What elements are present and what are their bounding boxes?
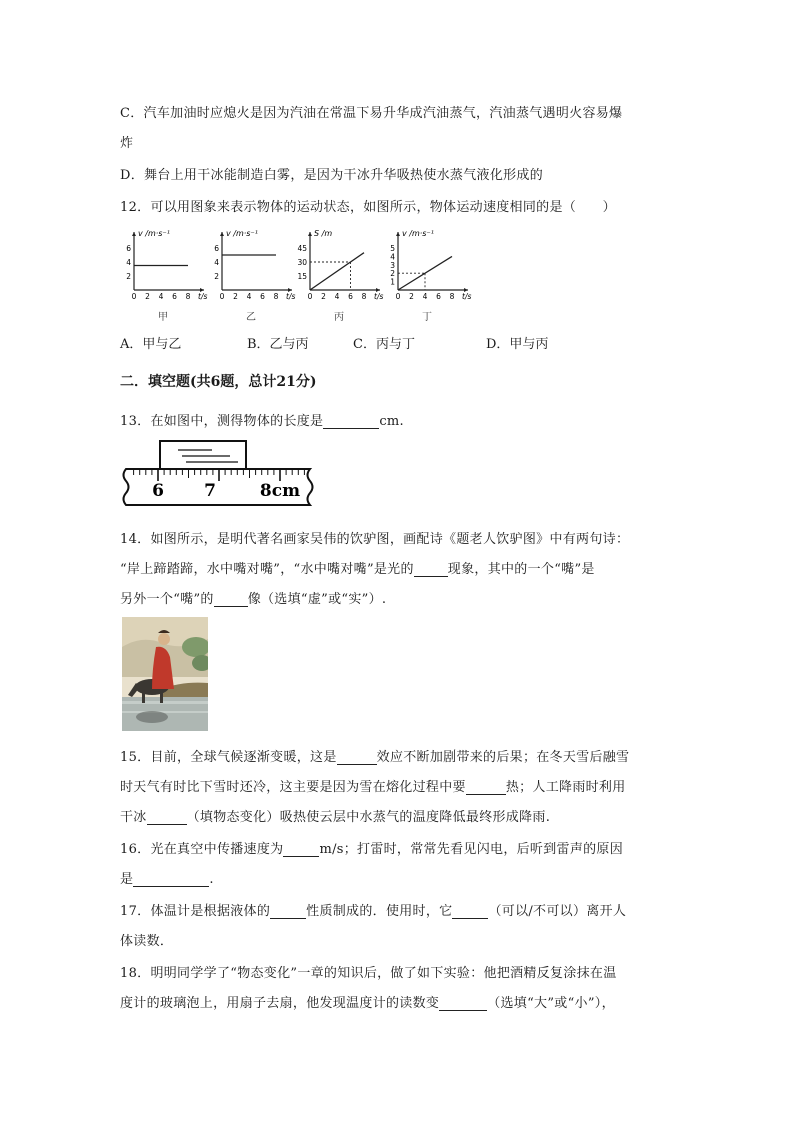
x-tick-label: 4 <box>246 292 252 301</box>
x-tick-label: 0 <box>219 292 225 301</box>
q15-line1-post: 效应不断加剧带来的后果；在冬天雪后融雪 <box>376 750 630 765</box>
y-tick-label: 4 <box>390 252 395 262</box>
q15-blank-3[interactable] <box>147 810 187 825</box>
x-tick-label: 6 <box>260 292 265 301</box>
q11-option-c-line1: C．汽车加油时应熄火是因为汽油在常温下易升华成汽油蒸气，汽油蒸气遇明火容易爆 <box>120 106 623 121</box>
y-tick-label: 2 <box>214 272 219 281</box>
x-tick-label: 6 <box>348 292 353 301</box>
y-tick-label: 6 <box>126 244 131 253</box>
painting-image <box>122 617 208 731</box>
q14-line1: 14．如图所示，是明代著名画家吴伟的饮驴图，画配诗《题老人饮驴图》中有两句诗： <box>120 532 630 547</box>
x-tick-label: 8 <box>185 292 191 301</box>
x-axis-unit: t/s <box>286 292 296 301</box>
q18-line2-post: （选填“大”或“小”）， <box>487 996 615 1011</box>
x-tick-label: 2 <box>233 292 238 301</box>
graph-caption: 乙 <box>246 312 256 323</box>
q13-answer-blank[interactable] <box>323 414 379 429</box>
y-axis-label: v /m·s⁻¹ <box>402 229 434 238</box>
q17-line1 <box>120 900 626 919</box>
y-tick-label: 30 <box>297 258 307 267</box>
q18-blank-1[interactable] <box>439 996 487 1011</box>
q17-line1-mid: 性质制成的．使用时，它 <box>306 904 453 919</box>
graph-svg <box>296 228 386 320</box>
q12-stem: 12．可以用图象来表示物体的运动状态，如图所示，物体运动速度相同的是（ ） <box>120 200 616 215</box>
y-tick-label: 2 <box>126 272 131 281</box>
y-arrow <box>220 232 224 236</box>
x-tick-label: 0 <box>131 292 137 301</box>
q17-line2: 体读数． <box>120 934 174 949</box>
q14-line2-post: 现象，其中的一个“嘴”是 <box>447 562 595 577</box>
q16-blank-2[interactable] <box>133 872 209 887</box>
q15-line3-pre: 干冰 <box>120 810 147 825</box>
x-tick-label: 4 <box>334 292 340 301</box>
y-tick-label: 5 <box>390 244 395 253</box>
q12-option-c: C．丙与丁 <box>353 337 415 352</box>
q16-line1 <box>120 838 623 857</box>
q15-line1-pre: 15．目前，全球气候逐渐变暖，这是 <box>120 750 337 765</box>
q16-blank-1[interactable] <box>283 842 319 857</box>
graph-caption: 丁 <box>422 312 432 323</box>
x-tick-label: 8 <box>273 292 279 301</box>
q18-line1: 18．明明同学学了“物态变化”一章的知识后，做了如下实验：他把酒精反复涂抹在温 <box>120 966 617 981</box>
y-axis-label: S /m <box>314 229 333 238</box>
q12-option-a: A．甲与乙 <box>120 337 182 352</box>
motion-graph-1 <box>120 228 208 323</box>
q14-line2-pre: “岸上蹄踏蹄，水中嘴对嘴”，“水中嘴对嘴”是光的 <box>120 562 414 577</box>
y-tick-label: 6 <box>214 244 219 253</box>
q13-text: 13．在如图中，测得物体的长度是 <box>120 414 324 429</box>
graph-caption: 丙 <box>334 312 344 323</box>
y-axis-label: v /m·s⁻¹ <box>226 229 258 238</box>
q16-line1-pre: 16．光在真空中传播速度为 <box>120 842 284 857</box>
data-line <box>310 253 364 290</box>
x-tick-label: 2 <box>321 292 326 301</box>
graph-svg <box>120 228 210 320</box>
q12-option-d: D．甲与丙 <box>486 337 549 352</box>
q17-blank-2[interactable] <box>452 904 488 919</box>
x-axis-unit: t/s <box>198 292 208 301</box>
q16-line1-post: m/s；打雷时，常常先看见闪电，后听到雷声的原因 <box>319 842 624 857</box>
section-heading: 二．填空题(共6题，总计21分) <box>120 374 317 390</box>
measured-block <box>160 441 246 469</box>
q15-line2 <box>120 776 626 795</box>
y-tick-label: 45 <box>297 244 307 253</box>
x-tick-label: 8 <box>361 292 367 301</box>
q17-blank-1[interactable] <box>270 904 306 919</box>
motion-graph-2 <box>208 228 296 323</box>
x-tick-label: 6 <box>436 292 441 301</box>
ruler-label-7: 7 <box>204 481 216 501</box>
q14-blank-2[interactable] <box>214 592 248 607</box>
q14-line3 <box>120 588 386 607</box>
q17-line1-post: （可以/不可以）离开人 <box>488 904 627 919</box>
q14-blank-1[interactable] <box>414 562 448 577</box>
ruler-label-8cm: 8cm <box>259 481 301 501</box>
motion-graph-4 <box>384 228 472 323</box>
y-arrow <box>396 232 400 236</box>
x-tick-label: 6 <box>172 292 177 301</box>
q16-line2-pre: 是 <box>120 872 134 887</box>
q11-option-d: D．舞台上用干冰能制造白雾，是因为干冰升华吸热使水蒸气液化形成的 <box>120 168 544 183</box>
y-tick-label: 4 <box>214 258 219 267</box>
q15-blank-2[interactable] <box>466 780 506 795</box>
x-tick-label: 2 <box>145 292 150 301</box>
ruler-figure <box>120 438 318 514</box>
q17-line1-pre: 17．体温计是根据液体的 <box>120 904 271 919</box>
q15-line3-post: （填物态变化）吸热使云层中水蒸气的温度降低最终形成降雨. <box>186 810 551 825</box>
q15-blank-1[interactable] <box>337 750 377 765</box>
graph-svg <box>208 228 298 320</box>
y-arrow <box>308 232 312 236</box>
x-tick-label: 0 <box>395 292 401 301</box>
q16-line2 <box>120 868 214 887</box>
q14-line2 <box>120 558 595 577</box>
x-tick-label: 4 <box>422 292 428 301</box>
y-tick-label: 3 <box>390 260 395 270</box>
q12-option-b: B．乙与丙 <box>247 337 309 352</box>
x-tick-label: 0 <box>307 292 313 301</box>
q18-line2-text: 度计的玻璃泡上，用扇子去扇，他发现温度计的读数变 <box>120 996 440 1011</box>
q13-stem <box>120 410 404 429</box>
x-tick-label: 4 <box>158 292 164 301</box>
q15-line1 <box>120 746 629 765</box>
q15-line3 <box>120 806 550 825</box>
q18-line2 <box>120 992 615 1011</box>
y-tick-label: 1 <box>390 277 395 287</box>
y-axis-label: v /m·s⁻¹ <box>138 229 170 238</box>
x-axis-unit: t/s <box>462 292 472 301</box>
ruler-label-6: 6 <box>152 481 164 501</box>
x-tick-label: 2 <box>409 292 414 301</box>
y-tick-label: 2 <box>390 269 395 279</box>
q16-line2-post: . <box>209 872 214 887</box>
q15-line2-post: 热；人工降雨时利用 <box>505 780 626 795</box>
y-arrow <box>132 232 136 236</box>
q13-unit: cm. <box>379 414 404 429</box>
graph-caption: 甲 <box>158 312 168 323</box>
q11-option-c-line2: 炸 <box>120 136 134 151</box>
y-tick-label: 15 <box>297 272 307 281</box>
y-tick-label: 4 <box>126 258 131 267</box>
x-axis-unit: t/s <box>374 292 384 301</box>
q14-line3-post: 像（选填“虚”或“实”）. <box>247 592 387 607</box>
x-tick-label: 8 <box>449 292 455 301</box>
graph-svg <box>384 228 474 320</box>
motion-graph-3 <box>296 228 384 323</box>
q14-line3-pre: 另外一个“嘴”的 <box>120 592 214 607</box>
q15-line2-pre: 时天气有时比下雪时还冷，这主要是因为雪在熔化过程中要 <box>120 780 466 795</box>
